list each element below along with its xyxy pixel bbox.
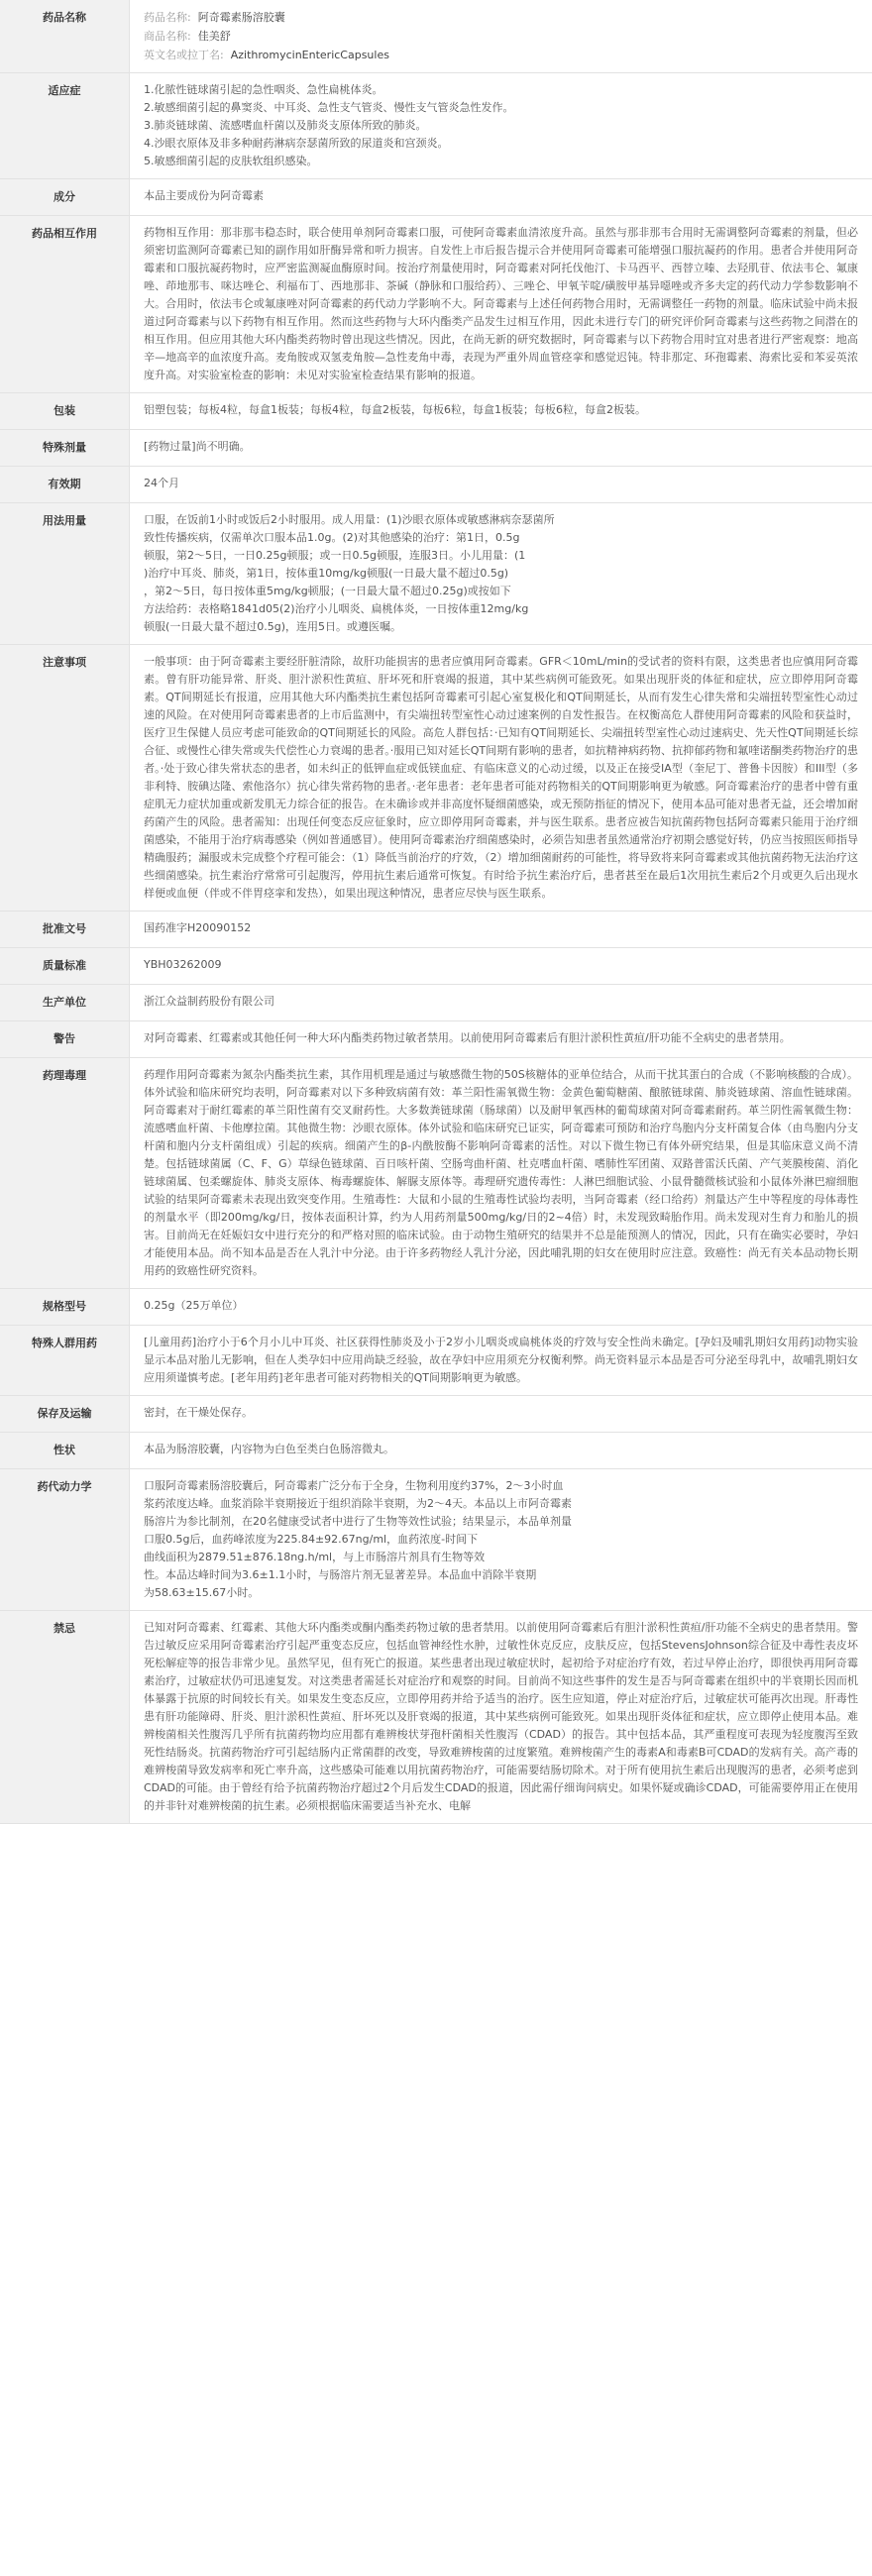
pharmacology-text: 药理作用阿奇霉素为氮杂内酯类抗生素，其作用机理是通过与敏感微生物的50S核糖体的亚单位结合，从而干扰其蛋白的合成（不影响核酸的合成）。体外试验和临床研究均表明，阿奇霉素对以下多种致病菌有效：革兰阳性需氧微生物：金黄色葡萄糖菌、酿脓链球菌、肺炎链球菌、溶血性链球菌。阿奇霉素对于耐红霉素的革兰阳性菌有交叉耐药性。大多数粪链球菌（肠球菌）以及耐甲氧西林的葡萄球菌对阿奇霉素耐药。革兰阴性需氧微生物：流感嗜血杆菌、卡他摩拉菌。其他微生物：沙眼衣原体。体外试验和临床研究已证实，阿奇霉素可预防和治疗鸟胞内分支杆菌复合体（由鸟胞内分支杆菌和胞内分支杆菌组成）引起的疾病。细菌产生的β-内酰胺酶不影响阿奇霉素的活性。对以下微生物已有体外研究结果，但是其临床意义尚不清楚。包括链球菌属（C、F、G）草绿色链球菌、百日咳杆菌、空肠弯曲杆菌、杜克嗜血杆菌、嗜肺性军团菌、双路普雷沃氏菌、产气荚膜梭菌、消化链球菌属、包柔螺旋体、肺炎支原体、梅毒螺旋体、解脲支原体等。毒理研究遗传毒性：人淋巴细胞试验、小鼠骨髓微核试验和小鼠体外淋巴瘤细胞试验的结果阿奇霉素未表现出致突变作用。生殖毒性：大鼠和小鼠的生殖毒性试验均表明，当阿奇霉素（经口给药）剂量达产生中等程度的母体毒性的剂量水平（即200mg/kg/日，按体表面积计算，约为人用药剂量500mg/kg/日的2~4倍）时，未发现致畸胎作用。尚未发现对生育力和胎儿的损害。目前尚无在妊娠妇女中进行充分的和严格对照的临床试验。由于动物生殖研究的结果并不总是能预测人的情况，因此，只有在确实必要时，孕妇才能使用本品。尚不知本品是否在人乳汁中分泌。由于许多药物经人乳汁分泌，因此哺乳期的妇女在使用时应注意。致癌性：尚无有关本品动物长期用药的致癌性研究资料。: [144, 1068, 858, 1277]
row-label: 质量标准: [0, 948, 130, 985]
row-spec: [0, 1289, 872, 1326]
row-value: [药物过量]尚不明确。: [130, 430, 872, 467]
row-name: [0, 0, 872, 73]
row-label: 注意事项: [0, 645, 130, 912]
row-label: 禁忌: [0, 1611, 130, 1824]
row-manufacturer: [0, 985, 872, 1021]
row-warning: [0, 1021, 872, 1058]
row-label: 特殊剂量: [0, 430, 130, 467]
row-value: 本品为肠溶胶囊，内容物为白色至类白色肠溶微丸。: [130, 1433, 872, 1469]
special-population-text: [儿童用药]治疗小于6个月小儿中耳炎、社区获得性肺炎及小于2岁小儿咽炎或扁桃体炎的疗效与安全性尚未确定。[孕妇及哺乳期妇女用药]动物实验显示本品对胎儿无影响，但在人类孕妇中应用尚缺乏经验，故在孕妇中应用须充分权衡利弊。尚无资料显示本品是否可分泌至母乳中，故哺乳期妇女应用须谨慎考虑。[老年用药]老年患者可能对药物相关的QT间期影响更为敏感。: [144, 1336, 858, 1384]
row-label: 成分: [0, 179, 130, 216]
english-name-key: 英文名或拉丁名:: [144, 49, 224, 61]
trade-name-value: 佳美舒: [197, 30, 231, 43]
row-value: [130, 1058, 872, 1289]
row-value: 0.25g（25万单位）: [130, 1289, 872, 1326]
row-precautions: [0, 645, 872, 912]
pk-line: 肠溶片为参比制剂，在20名健康受试者中进行了生物等效性试验；结果显示，本品单剂量: [144, 1515, 572, 1528]
row-interactions: [0, 216, 872, 393]
row-value: 国药准字H20090152: [130, 912, 872, 948]
row-value: 24个月: [130, 467, 872, 503]
row-properties: [0, 1433, 872, 1469]
row-value: 本品主要成份为阿奇霉素: [130, 179, 872, 216]
row-value: 浙江众益制药股份有限公司: [130, 985, 872, 1021]
warning-text: 对阿奇霉素、红霉素或其他任何一种大环内酯类药物过敏者禁用。以前使用阿奇霉素后有胆汁淤积性黄疸/肝功能不全病史的患者禁用。: [144, 1031, 791, 1044]
row-value: [130, 1021, 872, 1058]
dosage-line: )治疗中耳炎、肺炎，第1日，按体重10mg/kg顿服(一日最大量不超过0.5g): [144, 567, 509, 580]
row-approval: [0, 912, 872, 948]
pk-line: 口服0.5g后，血药峰浓度为225.84±92.67ng/ml，血药浓度-时间下: [144, 1533, 479, 1546]
generic-name-key: 药品名称:: [144, 11, 191, 24]
row-indications: [0, 73, 872, 179]
row-label: 警告: [0, 1021, 130, 1058]
row-value: [130, 216, 872, 393]
row-value: [130, 1469, 872, 1611]
dosage-line: 顿服，第2～5日，一日0.25g顿服；或一日0.5g顿服，连服3日。小儿用量：(1: [144, 549, 526, 562]
row-label: 规格型号: [0, 1289, 130, 1326]
row-special-dose: [0, 430, 872, 467]
row-value: [130, 0, 872, 73]
row-label: 性状: [0, 1433, 130, 1469]
row-special-population: [0, 1326, 872, 1396]
row-label: 特殊人群用药: [0, 1326, 130, 1396]
indication-line: 3.肺炎链球菌、流感嗜血杆菌以及肺炎支原体所致的肺炎。: [144, 119, 427, 132]
row-ingredients: [0, 179, 872, 216]
dosage-line: 顿服(一日最大量不超过0.5g)，连用5日。或遵医嘱。: [144, 620, 402, 633]
row-value: [130, 503, 872, 645]
indication-line: 2.敏感细菌引起的鼻窦炎、中耳炎、急性支气管炎、慢性支气管炎急性发作。: [144, 101, 514, 114]
row-value: [130, 73, 872, 179]
row-label: 批准文号: [0, 912, 130, 948]
pk-line: 浆药浓度达峰。血浆消除半衰期接近于组织消除半衰期，为2～4天。本品以上市阿奇霉素: [144, 1497, 572, 1510]
generic-name-value: 阿奇霉素肠溶胶囊: [197, 11, 285, 24]
row-packaging: [0, 393, 872, 430]
row-value: YBH03262009: [130, 948, 872, 985]
row-pharmacokinetics: [0, 1469, 872, 1611]
pk-line: 性。本品达峰时间为3.6±1.1小时，与肠溶片剂无显著差异。本品血中消除半衰期: [144, 1568, 537, 1581]
row-contraindications: [0, 1611, 872, 1824]
row-label: 生产单位: [0, 985, 130, 1021]
row-value: [130, 1326, 872, 1396]
row-storage: [0, 1396, 872, 1433]
row-label: 药品相互作用: [0, 216, 130, 393]
precautions-text: 一般事项：由于阿奇霉素主要经肝脏清除，故肝功能损害的患者应慎用阿奇霉素。GFR＜10mL/min的受试者的资料有限，这类患者也应慎用阿奇霉素。曾有肝功能异常、肝炎、胆汁淤积性黄疸、肝坏死和肝衰竭的报道，其中某些病例可能致死。如果出现肝炎的体征和症状，应立即停用阿奇霉素。QT间期延长有报道，应用其他大环内酯类抗生素包括阿奇霉素可引起心室复极化和QT间期延长，从而有发生心律失常和尖端扭转型室性心动过速的风险。在对使用阿奇霉素患者的上市后监测中，有尖端扭转型室性心动过速案例的自发性报告。在权衡高危人群使用阿奇霉素的风险和获益时，医疗卫生保健人员应考虑可能致命的QT间期延长的风险。高危人群包括：·已知有QT间期延长、尖端扭转型室性心动过速病史、先天性QT间期延长综合征、或慢性心律失常或失代偿性心力衰竭的患者。·服用已知对延长QT间期有影响的患者，如抗精神病药物、抗抑郁药物和氟喹诺酮类药物治疗的患者。·处于致心律失常状态的患者，如未纠正的低钾血症或低镁血症、有临床意义的心动过缓，以及正在接受IA型（奎尼丁、普鲁卡因胺）和III型（多非利特、胺碘达隆、索他洛尔）抗心律失常药物的患者。·老年患者：老年患者可能对药物相关的QT间期影响更为敏感。阿奇霉素治疗的患者中曾有重症肌无力症状加重或新发肌无力综合征的报告。在未确诊或并非高度怀疑细菌感染，或无预防指征的情况下，使用本品可能对患者无益，还会增加耐药菌产生的风险。患者需知：出现任何变态反应征象时，应立即停用阿奇霉素，并与医生联系。患者应被告知抗菌药物包括阿奇霉素只能用于治疗细菌感染，不能用于治疗病毒感染（例如普通感冒）。使用阿奇霉素治疗细菌感染时，必须告知患者虽然通常治疗初期会感觉好转，仍应当按照医师指导精确服药；漏服或未完成整个疗程可能会：（1）降低当前治疗的疗效，（2）增加细菌耐药的可能性，将导致将来阿奇霉素或其他抗菌药物无法治疗这些细菌感染。抗生素治疗常常可引起腹泻，停用抗生素后通常可恢复。有时给予抗生素治疗后，患者甚至在最后1次用抗生素后2个月或更久后出现水样便或血便（伴或不伴胃痉挛和发热），如果出现这种情况，患者应尽快与医生联系。: [144, 655, 858, 900]
pk-line: 口服阿奇霉素肠溶胶囊后，阿奇霉素广泛分布于全身，生物利用度约37%，2～3小时血: [144, 1479, 564, 1492]
dosage-line: 口服，在饭前1小时或饭后2小时服用。成人用量：(1)沙眼衣原体或敏感淋病奈瑟菌所: [144, 513, 555, 526]
indication-line: 1.化脓性链球菌引起的急性咽炎、急性扁桃体炎。: [144, 83, 383, 96]
row-value: [130, 1611, 872, 1824]
row-label: 保存及运输: [0, 1396, 130, 1433]
row-value: 铝塑包装；每板4粒，每盒1板装；每板4粒，每盒2板装，每板6粒，每盒1板装；每板6粒，每盒2板装。: [130, 393, 872, 430]
indication-line: 5.敏感细菌引起的皮肤软组织感染。: [144, 155, 318, 167]
row-quality-standard: [0, 948, 872, 985]
row-dosage: [0, 503, 872, 645]
trade-name-key: 商品名称:: [144, 30, 191, 43]
row-label: 包装: [0, 393, 130, 430]
row-label: 用法用量: [0, 503, 130, 645]
row-pharmacology: [0, 1058, 872, 1289]
dosage-line: 方法给药：表格略1841d05(2)治疗小儿咽炎、扁桃体炎，一日按体重12mg/kg: [144, 602, 529, 615]
row-value: [130, 645, 872, 912]
contraindications-text: 已知对阿奇霉素、红霉素、其他大环内酯类或酮内酯类药物过敏的患者禁用。以前使用阿奇霉素后有胆汁淤积性黄疸/肝功能不全病史的患者禁用。警告过敏反应采用阿奇霉素治疗引起严重变态反应，包括血管神经性水肿，过敏性休克反应，皮肤反应，包括StevensJohnson综合征及中毒性表皮坏死松解症等的报告非常少见。虽然罕见，但有死亡的报道。某些患者出现过敏症状时，起初给予对症治疗有效，若过早停止治疗，即很快再用阿奇霉素治疗，过敏症状仍可迅速复发。对这类患者需延长对症治疗和观察的时间。目前尚不知这些事件的发生是否与阿奇霉素在组织中的半衰期长因而机体暴露于抗原的时间较长有关。如果发生变态反应，立即停用药并给予适当的治疗。医生应知道，停止对症治疗后，过敏症状可能再次出现。肝毒性患有肝功能障碍、肝炎、胆汁淤积性黄疸、肝坏死以及肝衰竭的报道，其中某些病例可能致死。如果出现肝炎体征和症状，应立即停止使用本品。难辨梭菌相关性腹泻几乎所有抗菌药物均应用都有难辨梭状芽孢杆菌相关性腹泻（CDAD）的报告。其中包括本品，其严重程度可表现为轻度腹泻至致死性结肠炎。抗菌药物治疗可引起结肠内正常菌群的改变，导致难辨梭菌的过度繁殖。难辨梭菌产生的毒素A和毒素B可CDAD的发病有关。高产毒的难辨梭菌导致发病率和死亡率升高，这些感染可能难以用抗菌药物治疗，可能需要结肠切除术。对于所有使用抗生素后出现腹泻的患者，必须考虑到CDAD的可能。由于曾经有给予抗菌药物治疗超过2个月后发生CDAD的报道，因此需仔细询问病史。如果怀疑或确诊CDAD，可能需要停用正在使用的并非针对难辨梭菌的抗生素。必须根据临床需要适当补充水、电解: [144, 1621, 858, 1812]
row-label: 药品名称: [0, 0, 130, 73]
pk-line: 曲线面积为2879.51±876.18ng.h/ml，与上市肠溶片剂具有生物等效: [144, 1551, 486, 1563]
indication-line: 4.沙眼衣原体及非多种耐药淋病奈瑟菌所致的尿道炎和宫颈炎。: [144, 137, 449, 150]
dosage-line: 致性传播疾病，仅需单次口服本品1.0g。(2)对其他感染的治疗：第1日，0.5g: [144, 531, 520, 544]
dosage-line: ，第2～5日，每日按体重5mg/kg顿服；(一日最大量不超过0.25g)或按如下: [144, 585, 511, 597]
english-name-value: AzithromycinEntericCapsules: [230, 49, 389, 61]
row-label: 有效期: [0, 467, 130, 503]
row-label: 药理毒理: [0, 1058, 130, 1289]
row-label: 适应症: [0, 73, 130, 179]
row-value: 密封，在干燥处保存。: [130, 1396, 872, 1433]
row-label: 药代动力学: [0, 1469, 130, 1611]
interactions-text: 药物相互作用：那非那韦稳态时，联合使用单剂阿奇霉素口服，可使阿奇霉素血清浓度升高。虽然与那非那韦合用时无需调整阿奇霉素的剂量，但必须密切监测阿奇霉素已知的副作用如肝酶异常和听力损害。自发性上市后报告提示合并使用阿奇霉素可能增强口服抗凝药的作用。患者合并使用阿奇霉素和口服抗凝药物时，应严密监测凝血酶原时间。按治疗剂量使用时，阿奇霉素对阿托伐他汀、卡马西平、西替立嗪、去羟肌苷、依法韦仑、氟康唑、茚地那韦、咪达唑仑、利福布丁、西地那非、茶碱（静脉和口服给药）、三唑仑、甲氧苄啶/磺胺甲基异噁唑或齐多夫定的药代动力学参数影响不大。合用时，依法韦仑或氟康唑对阿奇霉素的药代动力学影响不大。阿奇霉素与上述任何药物合用时，无需调整任一药物的剂量。临床试验中尚未报道过阿奇霉素与以下药物有相互作用。然而这些药物与大环内酯类产品发生过相互作用，因此未进行专门的研究评价阿奇霉素与这些药物之间潜在的相互作用。但应用其他大环内酯类药物时曾出现这些情况。因此，在尚无新的研究数据时，阿奇霉素与以下药物合用时宜对患者进行严密观察：地高辛—地高辛的血浓度升高。麦角胺或双氢麦角胺—急性麦角中毒，表现为严重外周血管痉挛和感觉迟钝。特非那定、环孢霉素、海索比妥和苯妥英浓度升高。对实验室检查的影响：未见对实验室检查结果有影响的报道。: [144, 226, 858, 381]
pk-line: 为58.63±15.67小时。: [144, 1586, 260, 1599]
row-validity: [0, 467, 872, 503]
